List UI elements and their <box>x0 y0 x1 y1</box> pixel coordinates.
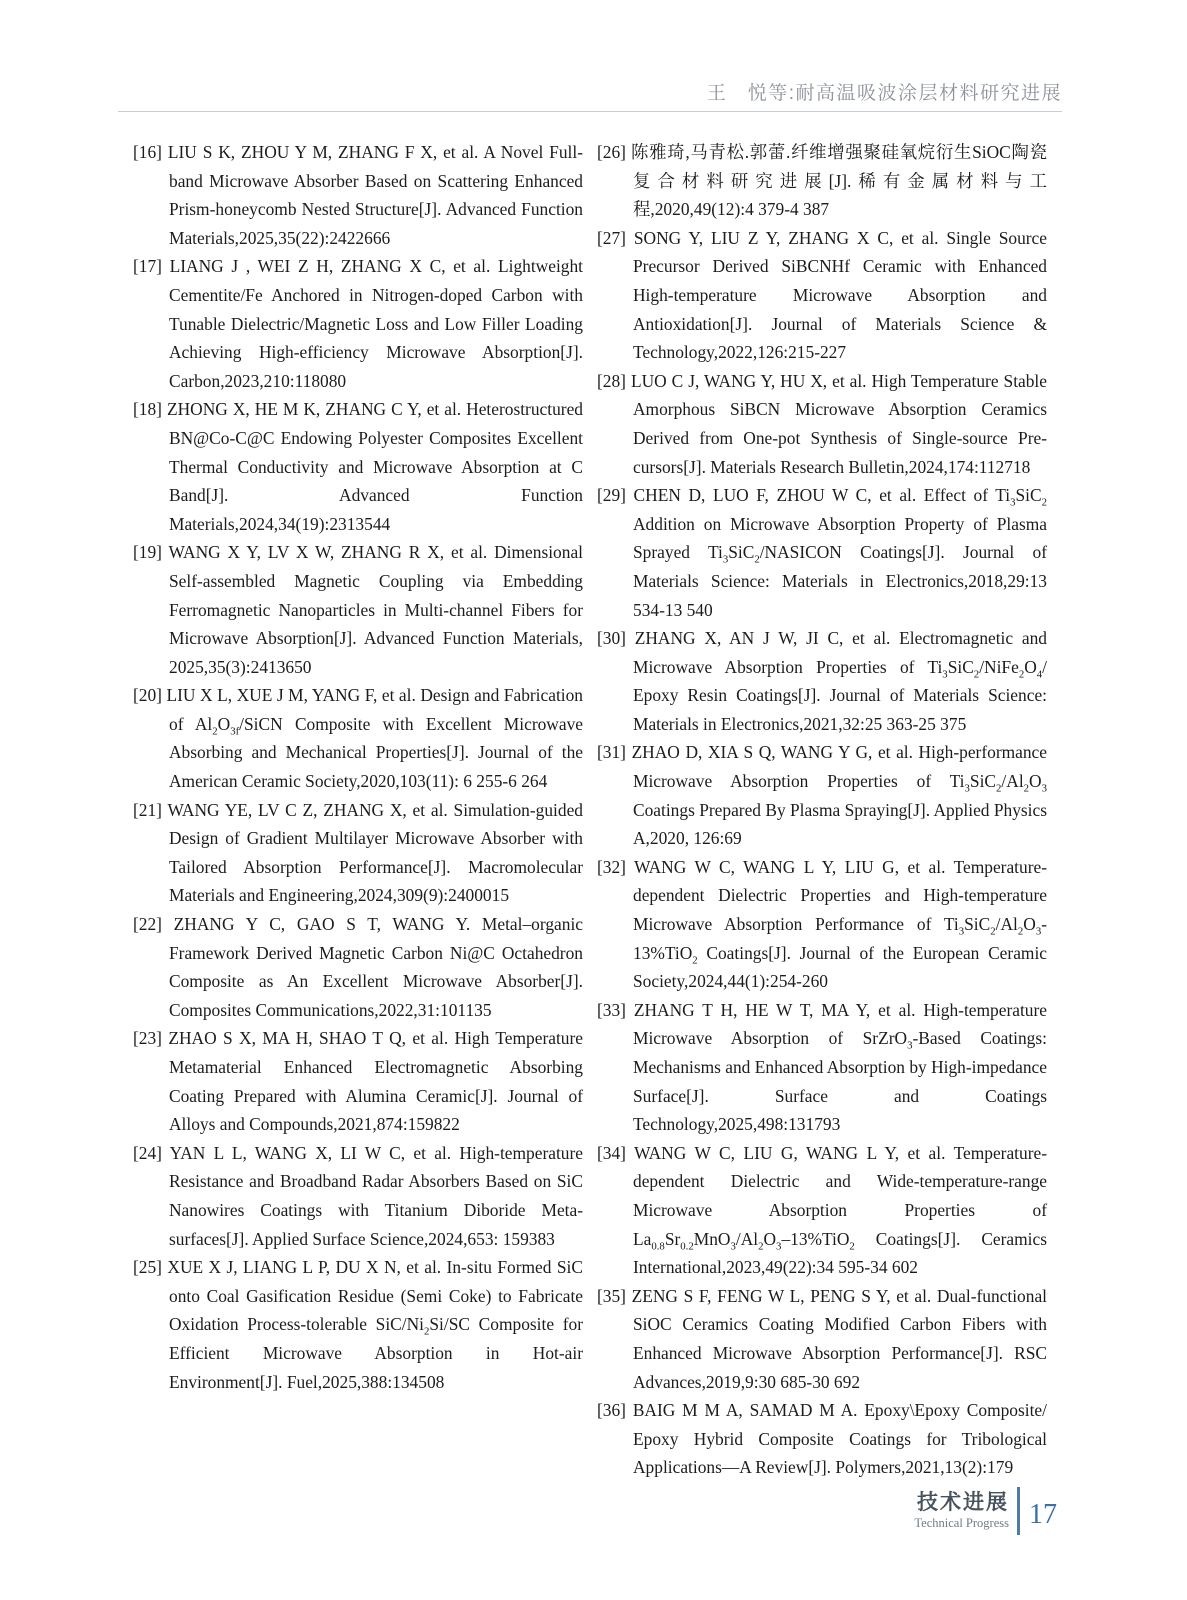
references-column-right <box>597 138 1047 1482</box>
reference-number: [19] <box>133 542 162 563</box>
footer-divider-bar <box>1017 1487 1020 1535</box>
reference-text: YAN L L, WANG X, LI W C, et al. High-temperature Resistance and Broadband Radar Absorbers Based on SiC Nanowires Coatings with Titanium Diboride Meta-surfaces[J]. Applied Surface Science,2024,653: 159383 <box>161 1142 583 1249</box>
reference-text: SONG Y, LIU Z Y, ZHANG X C, et al. Single Source Precursor Derived SiBCNHf Ceramic with Enhanced High-temperature Microwave Absorption and Antioxidation[J]. Journal of Materials Science & Technology,2022,126:215-227 <box>625 227 1047 363</box>
reference-number: [34] <box>597 1142 626 1163</box>
reference-text: ZHONG X, HE M K, ZHANG C Y, et al. Heterostructured BN@Co-C@C Endowing Polyester Composites Excellent Thermal Conductivity and Microwave Absorption at C Band[J]. Advanced Function Materials,2024,34(19):2313544 <box>161 399 583 534</box>
reference-text: ZHANG Y C, GAO S T, WANG Y. Metal–organic Framework Derived Magnetic Carbon Ni@C Octahedron Composite as An Excellent Microwave Absorber[J]. Composites Communications,2022,31:101135 <box>161 914 583 1020</box>
page-number: 17 <box>1029 1499 1057 1530</box>
reference-number: [20] <box>133 685 162 706</box>
reference-item <box>597 1282 1047 1396</box>
reference-item <box>597 738 1047 852</box>
footer-section-name-en: Technical Progress <box>914 1516 1009 1530</box>
reference-text: WANG YE, LV C Z, ZHANG X, et al. Simulation-guided Design of Gradient Multilayer Microwave Absorber with Tailored Absorption Performance[J]. Macromolecular Materials and Engineering,2024,309(9):2400015 <box>161 799 583 906</box>
reference-number: [30] <box>597 628 626 649</box>
reference-item <box>133 681 583 795</box>
reference-item <box>133 252 583 395</box>
reference-number: [25] <box>133 1257 162 1278</box>
reference-number: [32] <box>597 856 626 877</box>
reference-item <box>597 624 1047 738</box>
reference-number: [23] <box>133 1028 162 1049</box>
reference-text: BAIG M M A, SAMAD M A. Epoxy\Epoxy Composite/ Epoxy Hybrid Composite Coatings for Tribological Applications—A Review[J]. Polymers,2021,13(2):179 <box>625 1400 1047 1478</box>
reference-item <box>133 1024 583 1138</box>
reference-item <box>597 224 1047 367</box>
reference-text: LIU X L, XUE J M, YANG F, et al. Design and Fabrication of $Al_2O_{3f}$/SiCN Composite with Excellent Microwave Absorbing and Mechanical Properties[J]. Journal of the American Ceramic Society,2020,103(11): 6 255-6 264 <box>161 685 584 792</box>
reference-item <box>133 796 583 910</box>
reference-item <box>597 481 1047 624</box>
reference-number: [18] <box>133 399 162 420</box>
reference-number: [35] <box>597 1285 626 1306</box>
references-column-left <box>133 138 583 1396</box>
reference-text: LUO C J, WANG Y, HU X, et al. High Temperature Stable Amorphous SiBCN Microwave Absorption Ceramics Derived from One-pot Synthesis of Single-source Pre-cursors[J]. Materials Research Bulletin,2024,174:112718 <box>625 370 1047 477</box>
reference-number: [26] <box>597 142 626 162</box>
reference-item <box>597 1139 1047 1282</box>
reference-text: ZHAO S X, MA H, SHAO T Q, et al. High Temperature Metamaterial Enhanced Electromagnetic Absorbing Coating Prepared with Alumina Ceramic[J]. Journal of Alloys and Compounds,2021,874:159822 <box>161 1028 583 1135</box>
reference-number: [36] <box>597 1400 626 1421</box>
reference-text: LIU S K, ZHOU Y M, ZHANG F X, et al. A Novel Full-band Microwave Absorber Based on Scattering Enhanced Prism-honeycomb Nested Structure[J]. Advanced Function Materials,2025,35(22):2422666 <box>161 142 583 248</box>
footer-section-name-cn: 技术进展 <box>917 1491 1009 1514</box>
reference-item <box>597 996 1047 1139</box>
reference-item <box>133 910 583 1024</box>
reference-item <box>597 138 1047 224</box>
reference-number: [33] <box>597 999 626 1020</box>
reference-item <box>133 1253 583 1396</box>
reference-number: [17] <box>133 256 162 277</box>
reference-text: ZHANG T H, HE W T, MA Y, et al. High-temperature Microwave Absorption of SrZrO$_3$-Based Coatings: Mechanisms and Enhanced Absorption by High-impedance Surface[J]. Surface and Coatings Technology,2025,498:131793 <box>625 999 1047 1135</box>
reference-number: [16] <box>133 142 162 162</box>
reference-number: [21] <box>133 799 162 820</box>
reference-text: ZHANG X, AN J W, JI C, et al. Electromagnetic and Microwave Absorption Properties of $Ti_3SiC_2/NiFe_2O_4/$ Epoxy Resin Coatings[J]. Journal of Materials Science: Materials in Electronics,2021,32:25 363-25 375 <box>625 628 1047 734</box>
reference-number: [31] <box>597 742 626 763</box>
reference-text: ZENG S F, FENG W L, PENG S Y, et al. Dual-functional SiOC Ceramics Coating Modified Carbon Fibers with Enhanced Microwave Absorption Performance[J]. RSC Advances,2019,9:30 685-30 692 <box>625 1285 1047 1392</box>
reference-item <box>133 138 583 252</box>
reference-item <box>133 395 583 538</box>
reference-number: [24] <box>133 1142 162 1163</box>
reference-number: [29] <box>597 485 626 506</box>
reference-number: [22] <box>133 914 162 935</box>
reference-text: WANG W C, WANG L Y, LIU G, et al. Temperature-dependent Dielectric Properties and High-temperature Microwave Absorption Performance of $Ti_3SiC_2/Al_2O_3-13\%TiO_2$ Coatings[J]. Journal of the European Ceramic Society,2024,44(1):254-260 <box>625 856 1047 992</box>
header-rule <box>118 111 1062 112</box>
reference-item <box>597 367 1047 481</box>
reference-number: [27] <box>597 227 626 248</box>
reference-text: WANG W C, LIU G, WANG L Y, et al. Temperature-dependent Dielectric and Wide-temperature-range Microwave Absorption Properties of $La_{0.8}Sr_{0.2}MnO_3/Al_2O_3-13\%TiO_2$ Coatings[J]. Ceramics International,2023,49(22):34 595-34 602 <box>625 1142 1047 1278</box>
reference-number: [28] <box>597 370 626 391</box>
footer-section-titles <box>914 1491 1017 1531</box>
reference-text: XUE X J, LIANG L P, DU X N, et al. In-situ Formed SiC onto Coal Gasification Residue (Semi Coke) to Fabricate Oxidation Process-tolerable SiC/$Ni_2Si/SC$ Composite for Efficient Microwave Absorption in Hot-air Environment[J]. Fuel,2025,388:134508 <box>161 1257 583 1392</box>
reference-item <box>133 1139 583 1253</box>
reference-text: WANG X Y, LV X W, ZHANG R X, et al. Dimensional Self-assembled Magnetic Coupling via Embedding Ferromagnetic Nanoparticles in Multi-channel Fibers for Microwave Absorption[J]. Advanced Function Materials, 2025,35(3):2413650 <box>161 542 583 677</box>
reference-text: 陈雅琦,马青松.郭蕾.纤维增强聚硅氧烷衍生SiOC陶瓷复合材料研究进展[J].稀有金属材料与工程,2020,49(12):4 379-4 387 <box>625 142 1047 220</box>
reference-text: CHEN D, LUO F, ZHOU W C, et al. Effect of $Ti_3SiC_2$ Addition on Microwave Absorption Property of Plasma Sprayed $Ti_3SiC_2$/NASICON Coatings[J]. Journal of Materials Science: Materials in Electronics,2018,29:13 534-13 540 <box>625 485 1047 620</box>
reference-item <box>597 853 1047 996</box>
reference-text: ZHAO D, XIA S Q, WANG Y G, et al. High-performance Microwave Absorption Properties of $Ti_3SiC_2/Al_2O_3$ Coatings Prepared By Plasma Spraying[J]. Applied Physics A,2020, 126:69 <box>625 742 1047 849</box>
reference-item <box>597 1396 1047 1482</box>
reference-text: LIANG J , WEI Z H, ZHANG X C, et al. Lightweight Cementite/Fe Anchored in Nitrogen-doped Carbon with Tunable Dielectric/Magnetic Loss and Low Filler Loading Achieving High-efficiency Microwave Absorption[J]. Carbon,2023,210:118080 <box>161 256 583 391</box>
page-footer <box>914 1487 1057 1535</box>
reference-item <box>133 538 583 681</box>
running-head-title: 王 悦等:耐高温吸波涂层材料研究进展 <box>706 83 1062 104</box>
